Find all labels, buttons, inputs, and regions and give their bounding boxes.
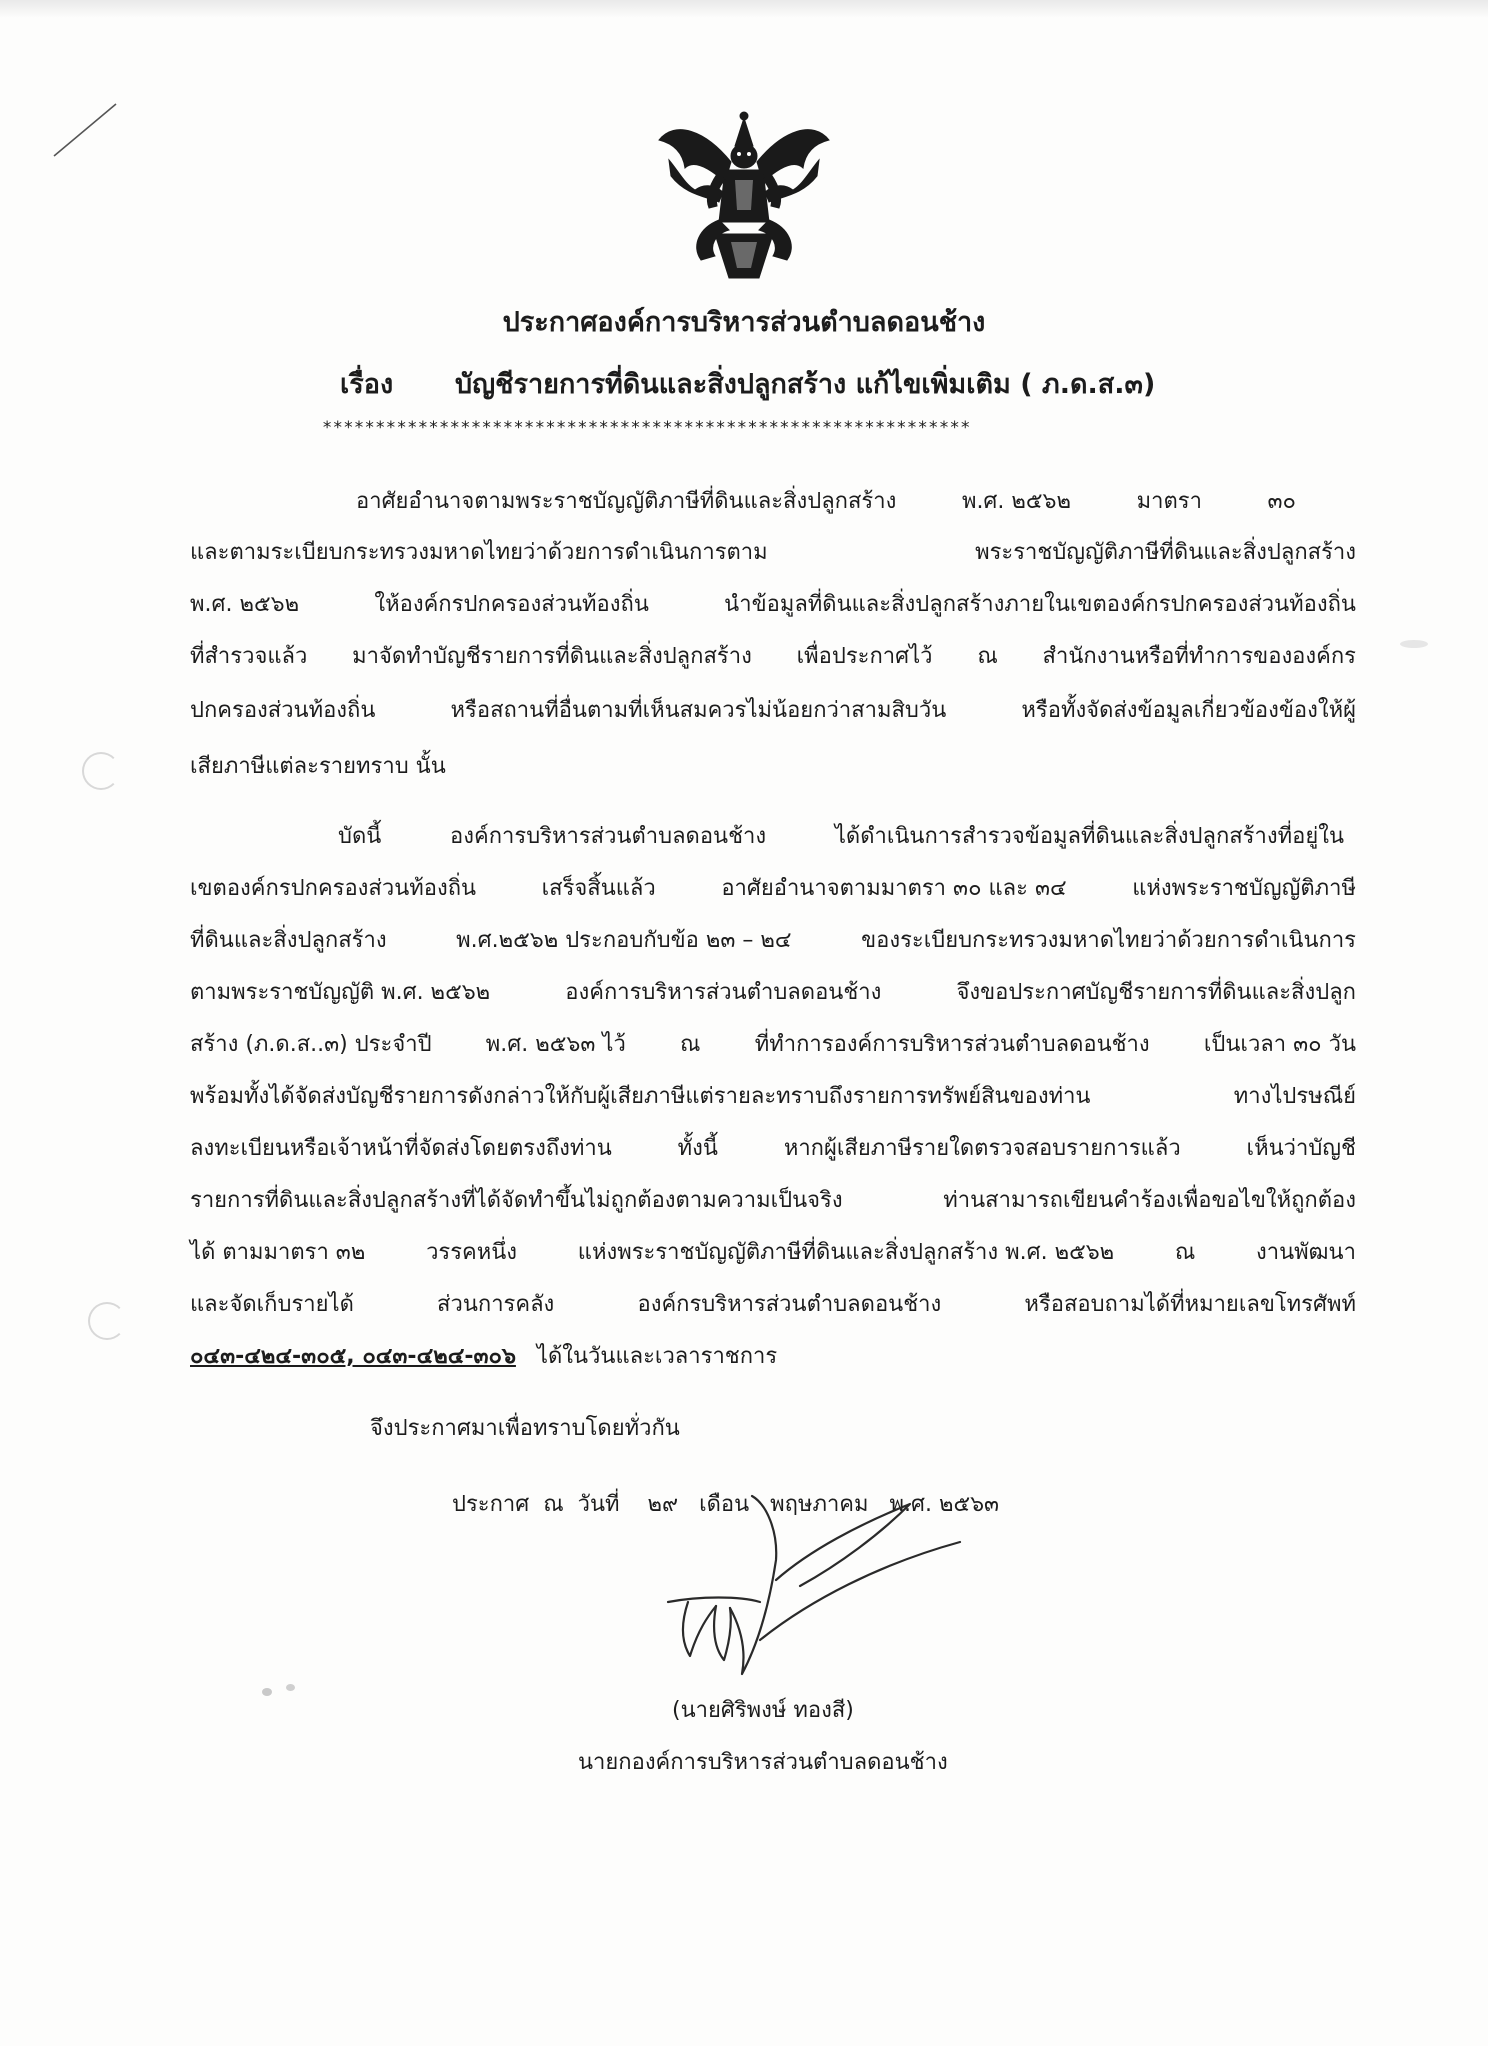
paragraph-2-line-11 [190, 1342, 777, 1372]
phone-numbers: ๐๔๓-๔๒๔-๓๐๕, ๐๔๓-๔๒๔-๓๐๖ [190, 1344, 516, 1369]
paragraph-2-line-6: พร้อมทั้งได้จัดส่งบัญชีรายการดังกล่าวให้กับผู้เสียภาษีแต่รายละทราบถึงรายการทรัพย์สินของท่าน ทางไปรษณีย์ [190, 1084, 1356, 1109]
paragraph-1-line-1: อาศัยอำนาจตามพระราชบัญญัติภาษีที่ดินและสิ่งปลูกสร้าง พ.ศ. ๒๕๖๒ มาตรา ๓๐ [356, 489, 1296, 514]
scan-edge [0, 0, 1488, 18]
garuda-emblem-icon [655, 110, 833, 282]
paragraph-2-line-8: รายการที่ดินและสิ่งปลูกสร้างที่ได้จัดทำขึ้นไม่ถูกต้องตามความเป็นจริง ท่านสามารถเขียนคำร้องเพื่อขอไขให้ถูกต้อง [190, 1188, 1356, 1213]
scan-smudge [88, 1302, 126, 1340]
paragraph-1-line-5: ปกครองส่วนท้องถิ่น หรือสถานที่อื่นตามที่เห็นสมควรไม่น้อยกว่าสามสิบวัน หรือทั้งจัดส่งข้อมูลเกี่ยวข้องข้องให้ผู้ [190, 698, 1356, 723]
paragraph-2-line-5: สร้าง (ภ.ด.ส..๓) ประจำปี พ.ศ. ๒๕๖๓ ไว้ ณ ที่ทำการองค์การบริหารส่วนตำบลดอนช้าง เป็นเวลา ๓๐ วัน [190, 1032, 1356, 1057]
pen-mark-icon [50, 100, 120, 160]
subject-line [340, 362, 1155, 405]
subject-text: บัญชีรายการที่ดินและสิ่งปลูกสร้าง แก้ไขเพิ่มเติม ( ภ.ด.ส.๓) [455, 369, 1156, 400]
scan-smudge [82, 752, 120, 790]
announcement-date: ประกาศ ณ วันที่ ๒๙ เดือน พฤษภาคม พ.ศ. ๒๕๖๓ [452, 1492, 1000, 1517]
scan-smudge [286, 1684, 295, 1691]
closing-statement: จึงประกาศมาเพื่อทราบโดยทั่วกัน [370, 1416, 680, 1441]
scan-smudge [1400, 640, 1428, 648]
paragraph-1-line-2: และตามระเบียบกระทรวงมหาดไทยว่าด้วยการดำเนินการตาม พระราชบัญญัติภาษีที่ดินและสิ่งปลูกสร้าง [190, 540, 1356, 565]
announcement-title: ประกาศองค์การบริหารส่วนตำบลดอนช้าง [502, 307, 986, 338]
scan-smudge [262, 1688, 272, 1696]
paragraph-2-line-1: บัดนี้ องค์การบริหารส่วนตำบลดอนช้าง ได้ดำเนินการสำรวจข้อมูลที่ดินและสิ่งปลูกสร้างที่อยู่ใน [338, 824, 1344, 849]
subject-label: เรื่อง [340, 369, 394, 400]
paragraph-2-line-9: ได้ ตามมาตรา ๓๒ วรรคหนึ่ง แห่งพระราชบัญญัติภาษีที่ดินและสิ่งปลูกสร้าง พ.ศ. ๒๕๖๒ ณ งานพัฒนา [190, 1240, 1356, 1265]
paragraph-2-line-4: ตามพระราชบัญญัติ พ.ศ. ๒๕๖๒ องค์การบริหารส่วนตำบลดอนช้าง จึงขอประกาศบัญชีรายการที่ดินและสิ่งปลูก [190, 980, 1356, 1005]
paragraph-2-line-7: ลงทะเบียนหรือเจ้าหน้าที่จัดส่งโดยตรงถึงท่าน ทั้งนี้ หากผู้เสียภาษีรายใดตรวจสอบรายการแล้ว เห็นว่าบัญชี [190, 1136, 1356, 1161]
office-hours-text: ได้ในวันและเวลาราชการ [536, 1344, 778, 1369]
asterisk-divider: ************************************************************* [322, 418, 971, 438]
signatory-position: นายกองค์การบริหารส่วนตำบลดอนช้าง [578, 1750, 948, 1775]
handwritten-signature-icon [660, 1490, 1000, 1710]
paragraph-1-line-6: เสียภาษีแต่ละรายทราบ นั้น [190, 754, 446, 779]
paragraph-1-line-4: ที่สำรวจแล้ว มาจัดทำบัญชีรายการที่ดินและสิ่งปลูกสร้าง เพื่อประกาศไว้ ณ สำนักงานหรือที่ทำการขององค์กร [190, 644, 1356, 669]
signatory-name: (นายศิริพงษ์ ทองสี) [672, 1698, 854, 1723]
paragraph-1-line-3: พ.ศ. ๒๕๖๒ ให้องค์กรปกครองส่วนท้องถิ่น นำข้อมูลที่ดินและสิ่งปลูกสร้างภายในเขตองค์กรปกครองส่วนท้องถิ่น [190, 592, 1356, 617]
paragraph-2-line-10: และจัดเก็บรายได้ ส่วนการคลัง องค์กรบริหารส่วนตำบลดอนช้าง หรือสอบถามได้ที่หมายเลขโทรศัพท์ [190, 1292, 1356, 1317]
paragraph-2-line-3: ที่ดินและสิ่งปลูกสร้าง พ.ศ.๒๕๖๒ ประกอบกับข้อ ๒๓ – ๒๔ ของระเบียบกระทรวงมหาดไทยว่าด้วยการดำเนินการ [190, 928, 1356, 953]
paragraph-2-line-2: เขตองค์กรปกครองส่วนท้องถิ่น เสร็จสิ้นแล้ว อาศัยอำนาจตามมาตรา ๓๐ และ ๓๔ แห่งพระราชบัญญัติภาษี [190, 876, 1356, 901]
